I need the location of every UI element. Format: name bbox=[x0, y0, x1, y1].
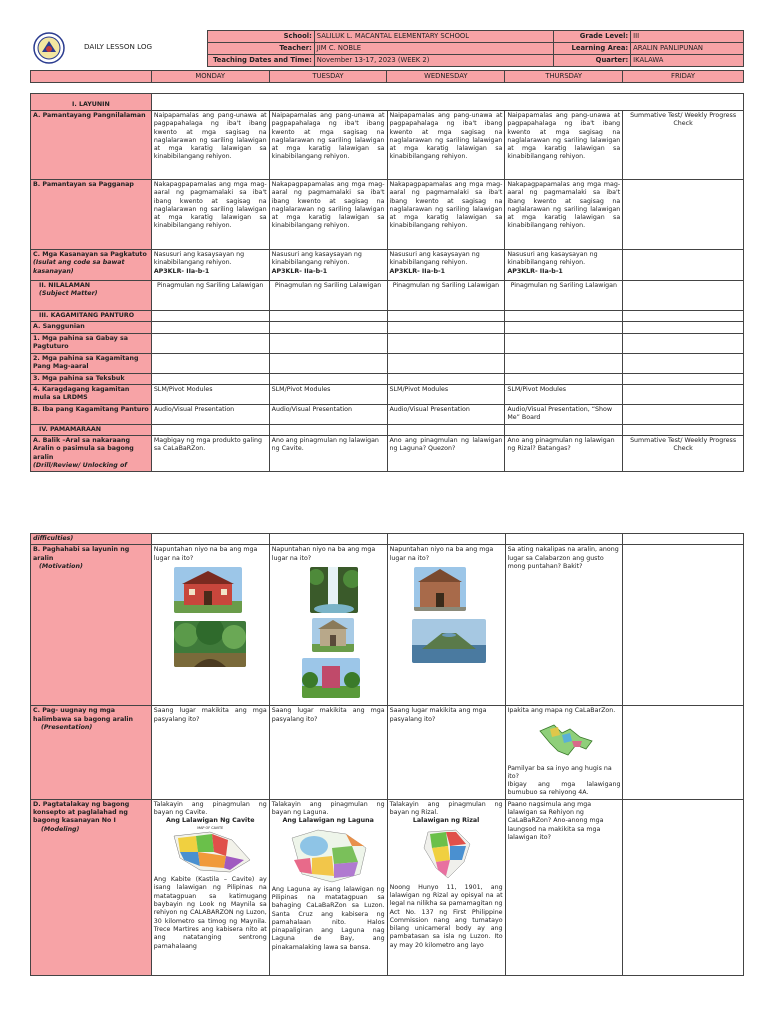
day-friday: FRIDAY bbox=[623, 71, 744, 83]
church-ruins-photo bbox=[312, 618, 354, 652]
modeling-intro: Talakayin ang pinagmulan ng bayan ng Cavite. bbox=[153, 800, 267, 817]
presentation-wednesday: Saang lugar makikita ang mga pasyalang ito? bbox=[387, 706, 505, 799]
empty-cell bbox=[387, 424, 505, 435]
empty-cell bbox=[623, 534, 744, 545]
empty-cell bbox=[623, 384, 744, 404]
basilica-photo bbox=[414, 567, 466, 611]
nilalaman-tuesday: Pinagmulan ng Sariling Lalawigan bbox=[269, 281, 387, 311]
lrdms-monday: SLM/Pivot Modules bbox=[151, 384, 269, 404]
empty-cell bbox=[505, 424, 623, 435]
kasanayan-text: Nasusuri ang kasaysayan ng kinabibilangang rehiyon. bbox=[389, 251, 480, 267]
map-instruction: Ipakita ang mapa ng CaLaBarZon. bbox=[507, 707, 616, 715]
layunin-heading: I. LAYUNIN bbox=[31, 94, 152, 111]
iba-pa-wednesday: Audio/Visual Presentation bbox=[387, 404, 505, 424]
cavite-description: Ang Kabite (Kastila – Cavite) ay isang lalawigan ng Pilipinas na matatagpuan sa katimugang baybayin ng Look ng Maynila sa rehiyon ng CALABARZON ng Luzon, 30 kilometro sa timog ng Maynila. Trece Martires ang kabisera nito at ang natatanging sentrong pamahalaang bbox=[153, 876, 267, 950]
presentation-thursday bbox=[505, 706, 623, 799]
cavite-map-caption: MAP OF CAVITE bbox=[197, 825, 224, 830]
day-thursday: THURSDAY bbox=[505, 71, 623, 83]
park-photo bbox=[302, 658, 360, 698]
kasanayan-text: Nasusuri ang kasaysayan ng kinabibilangang rehiyon. bbox=[271, 251, 362, 267]
empty-cell bbox=[151, 534, 269, 545]
map-task: Ibigay ang mga lalawigang bumubuo sa rehiyong 4A. bbox=[507, 781, 621, 797]
day-wednesday: WEDNESDAY bbox=[387, 71, 505, 83]
motivation-tuesday bbox=[269, 545, 387, 706]
quarter-label: Quarter: bbox=[554, 54, 631, 66]
dates-label: Teaching Dates and Time: bbox=[208, 54, 315, 66]
rowA-monday: Naipapamalas ang pang-unawa at pagpapahalaga ng iba't ibang kwento at mga sagisag na naglalarawan ng sariling lalawigan at mga karatig lalawigan sa kinabibilangang rehiyon. bbox=[151, 111, 269, 180]
quarter-value: IKALAWA bbox=[631, 54, 744, 66]
school-label: School: bbox=[208, 31, 315, 43]
nilalaman-friday bbox=[623, 281, 744, 311]
modeling-monday bbox=[151, 799, 269, 975]
header-table bbox=[207, 30, 744, 67]
motivation-question: Napuntahan niyo na ba ang mga lugar na ito? bbox=[389, 546, 494, 562]
difficulties-label: difficulties) bbox=[31, 534, 152, 545]
taal-volcano-photo bbox=[412, 619, 486, 663]
page2-table bbox=[30, 533, 744, 976]
balik-thursday: Ano ang pinagmulan ng lalawigan ng Rizal? Batangas? bbox=[505, 436, 623, 472]
rowC-thursday bbox=[505, 250, 623, 281]
balik-tuesday: Ano ang pinagmulan ng lalawigan ng Cavite. bbox=[269, 436, 387, 472]
days-header bbox=[30, 70, 744, 83]
learning-area-value: ARALIN PANLIPUNAN bbox=[631, 42, 744, 54]
empty-cell bbox=[623, 706, 744, 799]
kasanayan-text: Nasusuri ang kasaysayan ng kinabibilangang rehiyon. bbox=[153, 251, 245, 267]
lrdms-wednesday: SLM/Pivot Modules bbox=[387, 384, 505, 404]
rowB-monday: Nakapagpapamalas ang mga mag-aaral ng pagmamalaki sa iba't ibang kwento at sagisag na naglalarawan ng sariling lalawigan at mga karatig lalawigan sa kinabibilangang rehiyon. bbox=[151, 180, 269, 250]
nilalaman-label: II. NILALAMAN bbox=[39, 282, 91, 289]
balik-aral-label-cell bbox=[31, 436, 152, 472]
pag-uugnay-label-cell bbox=[31, 706, 152, 799]
forest-photo bbox=[174, 621, 246, 667]
empty-cell bbox=[151, 353, 269, 373]
church-building-photo bbox=[174, 567, 242, 613]
empty-cell bbox=[151, 333, 269, 353]
modeling-thursday: Paano nagsimula ang mga lalawigan sa Rehiyon ng CaLaBaRZon? Ano-anong mga laungsod na makikita sa mga lalawigan ito? bbox=[505, 799, 623, 975]
day-tuesday: TUESDAY bbox=[269, 71, 387, 83]
empty-cell bbox=[623, 424, 744, 435]
empty-cell bbox=[505, 311, 623, 322]
log-title: DAILY LESSON LOG bbox=[84, 42, 153, 51]
modeling-wednesday bbox=[387, 799, 505, 975]
kagamitan-heading: III. KAGAMITANG PANTURO bbox=[31, 311, 152, 322]
cavite-title: Ang Lalawigan Ng Cavite bbox=[165, 817, 255, 825]
learning-area-label: Learning Area: bbox=[554, 42, 631, 54]
empty-cell bbox=[151, 424, 269, 435]
teacher-value: JIM C. NOBLE bbox=[314, 42, 553, 54]
paghahabi-label-cell bbox=[31, 545, 152, 706]
laguna-map bbox=[288, 828, 370, 884]
empty-cell bbox=[623, 373, 744, 384]
paghahabi-label: B. Paghahabi sa layunin ng aralin bbox=[33, 546, 130, 562]
waterfall-photo bbox=[310, 567, 358, 613]
laguna-title: Ang Lalawigan ng Laguna bbox=[282, 817, 374, 825]
empty-cell bbox=[623, 311, 744, 322]
rowA-thursday: Naipapamalas ang pang-unawa at pagpapahalaga ng iba't ibang kwento at mga sagisag na naglalarawan ng sariling lalawigan at mga karatig lalawigan sa kinabibilangang rehiyon. bbox=[505, 111, 623, 180]
empty-cell bbox=[505, 534, 623, 545]
balik-wednesday: Ano ang pinagmulan ng lalawigan ng Laguna? Quezon? bbox=[387, 436, 505, 472]
days-corner bbox=[31, 71, 152, 83]
modeling-tuesday bbox=[269, 799, 387, 975]
laguna-description: Ang Laguna ay isang lalawigan ng Pilipinas na matatagpuan sa bahaging CaLaBaRZon sa Luzon. Santa Cruz ang kabisera ng pamahalaan nito. Halos pinapaligiran ang Laguna nag Laguna de Bay, ang pinakamalaking lawa sa bansa. bbox=[271, 885, 385, 951]
empty-cell bbox=[623, 545, 744, 706]
grade-level-value: III bbox=[631, 31, 744, 43]
lrdms-thursday: SLM/Pivot Modules bbox=[505, 384, 623, 404]
rowC-monday bbox=[151, 250, 269, 281]
empty-cell bbox=[269, 322, 387, 333]
presentation-monday: Saang lugar makikita ang mga pasyalang ito? bbox=[151, 706, 269, 799]
empty-cell bbox=[505, 373, 623, 384]
motivation-thursday: Sa ating nakalipas na aralin, anong lugar sa Calabarzon ang gusto mong puntahan? Bakit? bbox=[505, 545, 623, 706]
cavite-map bbox=[170, 830, 254, 874]
rowC-wednesday bbox=[387, 250, 505, 281]
empty-cell bbox=[623, 799, 744, 975]
empty-cell bbox=[269, 311, 387, 322]
motivation-question: Napuntahan niyo na ba ang mga lugar na ito? bbox=[153, 546, 258, 562]
rowC-friday bbox=[623, 250, 744, 281]
empty-cell bbox=[623, 322, 744, 333]
balik-aral-sublabel: (Drill/Review/ Unlocking of bbox=[33, 462, 128, 470]
layunin-blank bbox=[151, 94, 743, 111]
competency-code: AP3KLR- IIa-b-1 bbox=[507, 267, 563, 275]
nilalaman-thursday: Pinagmulan ng Sariling Lalawigan bbox=[505, 281, 623, 311]
empty-cell bbox=[387, 311, 505, 322]
paghahabi-sublabel: (Motivation) bbox=[39, 562, 83, 570]
calabarzon-map bbox=[536, 719, 596, 761]
nilalaman-wednesday: Pinagmulan ng Sariling Lalawigan bbox=[387, 281, 505, 311]
empty-cell bbox=[505, 353, 623, 373]
balik-aral-label: A. Balik –Aral sa nakaraang Aralin o pasimula sa bagong aralin bbox=[33, 437, 134, 461]
empty-cell bbox=[387, 534, 505, 545]
rowA-friday: Summative Test/ Weekly Progress Check bbox=[623, 111, 744, 180]
empty-cell bbox=[269, 424, 387, 435]
motivation-question: Napuntahan niyo na ba ang mga lugar na ito? bbox=[271, 546, 376, 562]
rowA-tuesday: Naipapamalas ang pang-unawa at pagpapahalaga ng iba't ibang kwento at mga sagisag na naglalarawan ng sariling lalawigan at mga karatig lalawigan sa kinabibilangang rehiyon. bbox=[269, 111, 387, 180]
empty-cell bbox=[387, 333, 505, 353]
empty-cell bbox=[269, 534, 387, 545]
competency-code: AP3KLR- IIa-b-1 bbox=[389, 267, 445, 275]
sanggunian-label: A. Sanggunian bbox=[31, 322, 152, 333]
pag-uugnay-sublabel: (Presentation) bbox=[41, 723, 93, 731]
empty-cell bbox=[623, 333, 744, 353]
kasanayan-label: C. Mga Kasanayan sa Pagkatuto bbox=[33, 251, 147, 258]
rizal-map bbox=[418, 828, 476, 880]
motivation-wednesday bbox=[387, 545, 505, 706]
balik-friday: Summative Test/ Weekly Progress Check bbox=[623, 436, 744, 472]
rowB-wednesday: Nakapagpapamalas ang mga mag-aaral ng pagmamalaki sa iba't ibang kwento at sagisag na naglalarawan ng sariling lalawigan at mga karatig lalawigan sa kinabibilangang rehiyon. bbox=[387, 180, 505, 250]
kasanayan-sublabel: (Isulat ang code sa bawat kasanayan) bbox=[33, 259, 125, 275]
pag-uugnay-label: C. Pag- uugnay ng mga halimbawa sa bagong aralin bbox=[33, 707, 133, 723]
pagtatalakay-label-cell bbox=[31, 799, 152, 975]
day-monday: MONDAY bbox=[151, 71, 269, 83]
empty-cell bbox=[269, 353, 387, 373]
iba-pa-monday: Audio/Visual Presentation bbox=[151, 404, 269, 424]
rowB-tuesday: Nakapagpapamalas ang mga mag-aaral ng pagmamalaki sa iba't ibang kwento at sagisag na naglalarawan ng sariling lalawigan at mga karatig lalawigan sa kinabibilangang rehiyon. bbox=[269, 180, 387, 250]
page1-table bbox=[30, 93, 744, 472]
modeling-intro: Talakayin ang pinagmulan ng bayan ng Rizal. bbox=[389, 800, 503, 817]
rowB-thursday: Nakapagpapamalas ang mga mag-aaral ng pagmamalaki sa iba't ibang kwento at sagisag na naglalarawan ng sariling lalawigan at mga karatig lalawigan sa kinabibilangang rehiyon. bbox=[505, 180, 623, 250]
pamantayang-pangnilalaman-label: A. Pamantayang Pangnilalaman bbox=[31, 111, 152, 180]
modeling-intro: Talakayin ang pinagmulan ng bayan ng Laguna. bbox=[271, 800, 385, 817]
gabay-label: 1. Mga pahina sa Gabay sa Pagtuturo bbox=[31, 333, 152, 353]
kasanayan-text: Nasusuri ang kasaysayan ng kinabibilangang rehiyon. bbox=[507, 251, 598, 267]
kasanayan-label-cell bbox=[31, 250, 152, 281]
empty-cell bbox=[623, 404, 744, 424]
empty-cell bbox=[151, 311, 269, 322]
empty-cell bbox=[387, 353, 505, 373]
rizal-description: Noong Hunyo 11, 1901, ang lalawigan ng Rizal ay opisyal na at legal na nilikha sa pamamagitan ng Act No. 137 ng First Philippine Commission nang ang tumatayo bilang unicameral body ay ang pambatasan sa isla ng Luzon. Ito ay may 20 kilometro ang layo bbox=[389, 883, 503, 949]
map-question: Pamilyar ba sa inyo ang hugis na ito? bbox=[507, 764, 612, 780]
nilalaman-label-cell bbox=[31, 281, 152, 311]
empty-cell bbox=[269, 373, 387, 384]
empty-cell bbox=[387, 322, 505, 333]
presentation-tuesday: Saang lugar makikita ang mga pasyalang ito? bbox=[269, 706, 387, 799]
dates-value: November 13-17, 2023 (WEEK 2) bbox=[314, 54, 553, 66]
motivation-monday bbox=[151, 545, 269, 706]
empty-cell bbox=[269, 333, 387, 353]
empty-cell bbox=[151, 373, 269, 384]
teksbuk-label: 3. Mga pahina sa Teksbuk bbox=[31, 373, 152, 384]
iba-pa-tuesday: Audio/Visual Presentation bbox=[269, 404, 387, 424]
pamantayan-sa-pagganap-label: B. Pamantayan sa Pagganap bbox=[31, 180, 152, 250]
empty-cell bbox=[623, 353, 744, 373]
teacher-label: Teacher: bbox=[208, 42, 315, 54]
kagamitang-mag-aaral-label: 2. Mga pahina sa Kagamitang Pang Mag-aaral bbox=[31, 353, 152, 373]
lrdms-tuesday: SLM/Pivot Modules bbox=[269, 384, 387, 404]
empty-cell bbox=[387, 373, 505, 384]
deped-seal bbox=[33, 32, 65, 64]
iba-pa-thursday: Audio/Visual Presentation, “Show Me” Board bbox=[505, 404, 623, 424]
rowB-friday bbox=[623, 180, 744, 250]
rizal-title: Lalawigan ng Rizal bbox=[412, 817, 480, 825]
pagtatalakay-label: D. Pagtatalakay ng bagong konsepto at paglalahad ng bagong kasanayan No I bbox=[33, 800, 130, 825]
empty-cell bbox=[505, 333, 623, 353]
grade-level-label: Grade Level: bbox=[554, 31, 631, 43]
pagtatalakay-sublabel: (Modeling) bbox=[41, 825, 80, 833]
rowC-tuesday bbox=[269, 250, 387, 281]
balik-monday: Magbigay ng mga produkto galing sa CaLaBaRZon. bbox=[151, 436, 269, 472]
competency-code: AP3KLR- IIa-b-1 bbox=[153, 267, 210, 275]
rowA-wednesday: Naipapamalas ang pang-unawa at pagpapahalaga ng iba't ibang kwento at mga sagisag na naglalarawan ng sariling lalawigan at mga karatig lalawigan sa kinabibilangang rehiyon. bbox=[387, 111, 505, 180]
lrdms-label: 4. Karagdagang kagamitan mula sa LRDMS bbox=[31, 384, 152, 404]
nilalaman-sublabel: (Subject Matter) bbox=[39, 290, 98, 298]
empty-cell bbox=[505, 322, 623, 333]
iba-pa-label: B. Iba pang Kagamitang Panturo bbox=[31, 404, 152, 424]
nilalaman-monday: Pinagmulan ng Sariling Lalawigan bbox=[151, 281, 269, 311]
school-value: SALILUK L. MACANTAL ELEMENTARY SCHOOL bbox=[314, 31, 553, 43]
competency-code: AP3KLR- IIa-b-1 bbox=[271, 267, 328, 275]
pamamaraan-heading: IV. PAMAMARAAN bbox=[31, 424, 152, 435]
empty-cell bbox=[151, 322, 269, 333]
